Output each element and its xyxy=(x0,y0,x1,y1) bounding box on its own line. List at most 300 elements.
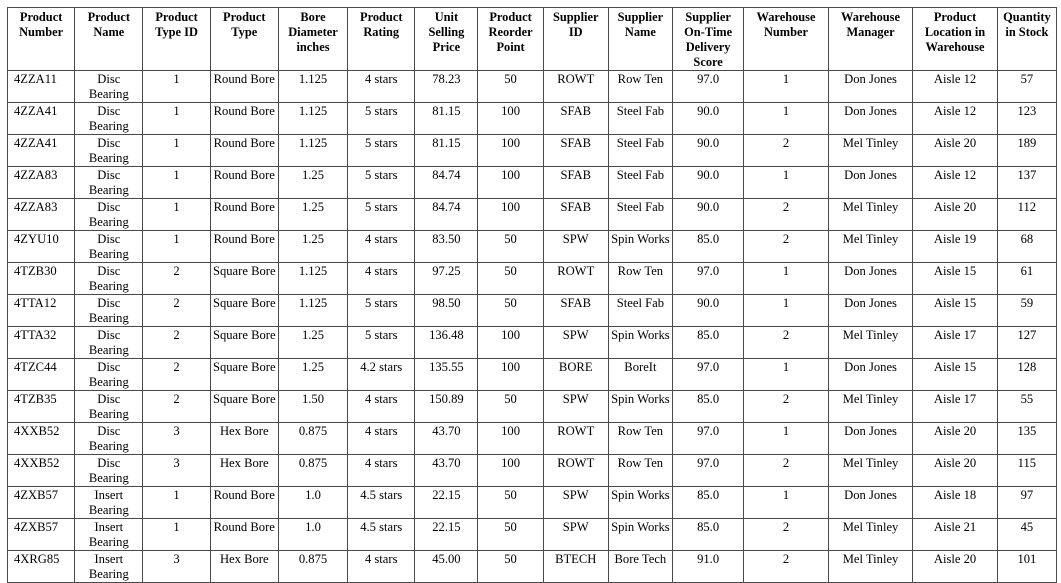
unit-selling-price-cell: 78.23 xyxy=(415,71,478,103)
unit-selling-price-cell: 22.15 xyxy=(415,487,478,519)
product-type-cell: Round Bore xyxy=(210,167,278,199)
header-label-line: Manager xyxy=(846,25,895,39)
header-label-line: Rating xyxy=(363,25,400,39)
unit-selling-price-cell: 97.25 xyxy=(415,263,478,295)
header-label-line: Bore xyxy=(300,10,326,24)
header-label-line: Diameter xyxy=(288,25,338,39)
product-reorder-point-cell: 50 xyxy=(478,519,543,551)
inventory-table xyxy=(7,7,1057,583)
product-reorder-point-cell: 100 xyxy=(478,199,543,231)
product-number-cell: 4XXB52 xyxy=(8,423,75,455)
warehouse-number-cell: 2 xyxy=(744,199,829,231)
product-name-cell: Insert Bearing xyxy=(75,487,143,519)
supplier-id-cell: SPW xyxy=(543,327,608,359)
product-reorder-point-cell: 50 xyxy=(478,391,543,423)
warehouse-number-cell: 1 xyxy=(744,423,829,455)
product-rating-cell: 4 stars xyxy=(348,263,415,295)
product-rating-cell: 4 stars xyxy=(348,455,415,487)
bore-diameter-cell: 1.50 xyxy=(278,391,347,423)
product-location-cell: Aisle 17 xyxy=(913,391,998,423)
product-location-cell: Aisle 12 xyxy=(913,71,998,103)
supplier-id-cell: BTECH xyxy=(543,551,608,583)
supplier-name-cell: Steel Fab xyxy=(608,167,672,199)
product-type-cell: Hex Bore xyxy=(210,551,278,583)
warehouse-manager-cell: Mel Tinley xyxy=(828,455,913,487)
supplier-name-cell: Row Ten xyxy=(608,423,672,455)
supplier-on-time-score-cell: 85.0 xyxy=(672,327,743,359)
bore-diameter-cell: 0.875 xyxy=(278,455,347,487)
product-type-id-cell: 2 xyxy=(143,391,210,423)
product-type-id-cell: 1 xyxy=(143,199,210,231)
product-location-cell: Aisle 20 xyxy=(913,199,998,231)
product-name-cell: Disc Bearing xyxy=(75,167,143,199)
supplier-name-cell: Row Ten xyxy=(608,263,672,295)
product-number-cell: 4ZZA41 xyxy=(8,135,75,167)
product-type-id-cell: 1 xyxy=(143,231,210,263)
warehouse-number-cell: 2 xyxy=(744,455,829,487)
product-type-cell: Square Bore xyxy=(210,295,278,327)
product-reorder-point-cell: 50 xyxy=(478,295,543,327)
table-row xyxy=(8,167,1057,199)
header-label-line: Warehouse xyxy=(756,10,816,24)
product-name-cell: Disc Bearing xyxy=(75,71,143,103)
product-type-id-cell: 1 xyxy=(143,487,210,519)
quantity-in-stock-header xyxy=(997,8,1056,71)
unit-selling-price-cell: 45.00 xyxy=(415,551,478,583)
product-type-id-cell: 3 xyxy=(143,551,210,583)
supplier-on-time-score-cell: 97.0 xyxy=(672,455,743,487)
supplier-on-time-score-cell: 97.0 xyxy=(672,71,743,103)
product-reorder-point-cell: 100 xyxy=(478,103,543,135)
product-type-id-cell: 2 xyxy=(143,263,210,295)
header-label-line: Location in xyxy=(924,25,986,39)
warehouse-number-cell: 2 xyxy=(744,231,829,263)
product-number-cell: 4ZZA83 xyxy=(8,199,75,231)
supplier-name-cell: Spin Works xyxy=(608,391,672,423)
supplier-name-cell: Steel Fab xyxy=(608,135,672,167)
bore-diameter-cell: 1.125 xyxy=(278,135,347,167)
supplier-on-time-score-cell: 85.0 xyxy=(672,391,743,423)
product-name-cell: Disc Bearing xyxy=(75,231,143,263)
product-type-cell: Round Bore xyxy=(210,487,278,519)
unit-selling-price-cell: 150.89 xyxy=(415,391,478,423)
product-rating-cell: 4.2 stars xyxy=(348,359,415,391)
warehouse-number-cell: 1 xyxy=(744,167,829,199)
product-reorder-point-cell: 50 xyxy=(478,487,543,519)
warehouse-manager-cell: Don Jones xyxy=(828,263,913,295)
warehouse-number-cell: 1 xyxy=(744,103,829,135)
product-reorder-point-cell: 100 xyxy=(478,327,543,359)
product-reorder-point-cell: 50 xyxy=(478,231,543,263)
product-name-cell: Disc Bearing xyxy=(75,455,143,487)
product-location-cell: Aisle 20 xyxy=(913,423,998,455)
bore-diameter-cell: 1.25 xyxy=(278,199,347,231)
bore-diameter-cell: 1.125 xyxy=(278,103,347,135)
supplier-name-cell: Spin Works xyxy=(608,519,672,551)
bore-diameter-header xyxy=(278,8,347,71)
product-name-cell: Insert Bearing xyxy=(75,551,143,583)
unit-selling-price-cell: 98.50 xyxy=(415,295,478,327)
table-row xyxy=(8,455,1057,487)
product-location-header xyxy=(913,8,998,71)
header-label-line: Type xyxy=(231,25,258,39)
quantity-in-stock-cell: 128 xyxy=(997,359,1056,391)
header-label-line: Supplier xyxy=(617,10,664,24)
quantity-in-stock-cell: 68 xyxy=(997,231,1056,263)
quantity-in-stock-cell: 137 xyxy=(997,167,1056,199)
product-name-header xyxy=(75,8,143,71)
supplier-id-cell: SFAB xyxy=(543,167,608,199)
quantity-in-stock-cell: 189 xyxy=(997,135,1056,167)
warehouse-manager-header xyxy=(828,8,913,71)
header-row xyxy=(8,8,1057,71)
supplier-name-cell: Steel Fab xyxy=(608,199,672,231)
product-type-cell: Square Bore xyxy=(210,359,278,391)
product-number-cell: 4ZXB57 xyxy=(8,519,75,551)
warehouse-manager-cell: Mel Tinley xyxy=(828,231,913,263)
product-type-id-header xyxy=(143,8,210,71)
quantity-in-stock-cell: 55 xyxy=(997,391,1056,423)
header-label-line: inches xyxy=(296,40,330,54)
bore-diameter-cell: 1.0 xyxy=(278,519,347,551)
quantity-in-stock-cell: 112 xyxy=(997,199,1056,231)
quantity-in-stock-cell: 59 xyxy=(997,295,1056,327)
product-rating-cell: 5 stars xyxy=(348,295,415,327)
product-type-cell: Square Bore xyxy=(210,391,278,423)
product-type-cell: Hex Bore xyxy=(210,423,278,455)
product-type-cell: Square Bore xyxy=(210,263,278,295)
supplier-id-cell: SPW xyxy=(543,487,608,519)
product-reorder-point-cell: 100 xyxy=(478,135,543,167)
warehouse-number-cell: 1 xyxy=(744,295,829,327)
supplier-name-cell: Row Ten xyxy=(608,455,672,487)
bore-diameter-cell: 1.0 xyxy=(278,487,347,519)
product-number-cell: 4XRG85 xyxy=(8,551,75,583)
product-name-cell: Disc Bearing xyxy=(75,103,143,135)
product-rating-cell: 4 stars xyxy=(348,391,415,423)
table-row xyxy=(8,103,1057,135)
warehouse-manager-cell: Mel Tinley xyxy=(828,551,913,583)
supplier-on-time-score-cell: 97.0 xyxy=(672,423,743,455)
table-row xyxy=(8,327,1057,359)
supplier-name-cell: Row Ten xyxy=(608,71,672,103)
product-number-cell: 4TZB30 xyxy=(8,263,75,295)
bore-diameter-cell: 1.25 xyxy=(278,167,347,199)
header-label-line: Number xyxy=(19,25,64,39)
product-number-cell: 4TTA12 xyxy=(8,295,75,327)
table-row xyxy=(8,231,1057,263)
product-type-cell: Round Bore xyxy=(210,135,278,167)
table-row xyxy=(8,263,1057,295)
quantity-in-stock-cell: 101 xyxy=(997,551,1056,583)
product-reorder-point-cell: 50 xyxy=(478,71,543,103)
supplier-id-cell: SFAB xyxy=(543,135,608,167)
product-location-cell: Aisle 15 xyxy=(913,359,998,391)
header-label-line: ID xyxy=(568,25,583,39)
product-reorder-point-header xyxy=(478,8,543,71)
supplier-on-time-score-cell: 90.0 xyxy=(672,103,743,135)
product-number-header xyxy=(8,8,75,71)
product-location-cell: Aisle 19 xyxy=(913,231,998,263)
supplier-on-time-delivery-score-header xyxy=(672,8,743,71)
supplier-id-cell: ROWT xyxy=(543,423,608,455)
bore-diameter-cell: 1.25 xyxy=(278,231,347,263)
quantity-in-stock-cell: 115 xyxy=(997,455,1056,487)
supplier-id-cell: SFAB xyxy=(543,295,608,327)
product-reorder-point-cell: 100 xyxy=(478,455,543,487)
product-location-cell: Aisle 15 xyxy=(913,295,998,327)
warehouse-number-cell: 1 xyxy=(744,487,829,519)
warehouse-manager-cell: Don Jones xyxy=(828,167,913,199)
bore-diameter-cell: 1.125 xyxy=(278,263,347,295)
supplier-on-time-score-cell: 85.0 xyxy=(672,487,743,519)
warehouse-number-cell: 2 xyxy=(744,135,829,167)
header-label-line: Name xyxy=(624,25,656,39)
warehouse-number-cell: 2 xyxy=(744,391,829,423)
product-name-cell: Disc Bearing xyxy=(75,327,143,359)
table-row xyxy=(8,487,1057,519)
supplier-id-cell: ROWT xyxy=(543,263,608,295)
quantity-in-stock-cell: 135 xyxy=(997,423,1056,455)
product-type-id-cell: 3 xyxy=(143,423,210,455)
table-row xyxy=(8,135,1057,167)
header-label-line: Selling xyxy=(428,25,465,39)
product-location-cell: Aisle 20 xyxy=(913,135,998,167)
product-type-cell: Round Bore xyxy=(210,199,278,231)
unit-selling-price-header xyxy=(415,8,478,71)
product-rating-cell: 5 stars xyxy=(348,103,415,135)
table-body xyxy=(8,71,1057,583)
bore-diameter-cell: 1.125 xyxy=(278,295,347,327)
product-reorder-point-cell: 50 xyxy=(478,263,543,295)
product-name-cell: Disc Bearing xyxy=(75,135,143,167)
header-label-line: Number xyxy=(763,25,809,39)
supplier-id-cell: SPW xyxy=(543,231,608,263)
header-label-line: Product xyxy=(933,10,977,24)
warehouse-manager-cell: Mel Tinley xyxy=(828,519,913,551)
product-rating-cell: 5 stars xyxy=(348,199,415,231)
warehouse-manager-cell: Don Jones xyxy=(828,103,913,135)
supplier-on-time-score-cell: 85.0 xyxy=(672,519,743,551)
product-location-cell: Aisle 12 xyxy=(913,103,998,135)
table-header xyxy=(8,8,1057,71)
supplier-id-cell: SFAB xyxy=(543,199,608,231)
unit-selling-price-cell: 43.70 xyxy=(415,455,478,487)
unit-selling-price-cell: 43.70 xyxy=(415,423,478,455)
header-label-line: Name xyxy=(93,25,125,39)
supplier-id-cell: SPW xyxy=(543,391,608,423)
quantity-in-stock-cell: 97 xyxy=(997,487,1056,519)
bore-diameter-cell: 1.125 xyxy=(278,71,347,103)
unit-selling-price-cell: 136.48 xyxy=(415,327,478,359)
product-rating-cell: 4.5 stars xyxy=(348,487,415,519)
supplier-id-cell: BORE xyxy=(543,359,608,391)
product-location-cell: Aisle 15 xyxy=(913,263,998,295)
product-type-id-cell: 3 xyxy=(143,455,210,487)
product-location-cell: Aisle 17 xyxy=(913,327,998,359)
product-rating-cell: 4 stars xyxy=(348,423,415,455)
table-row xyxy=(8,551,1057,583)
product-name-cell: Disc Bearing xyxy=(75,295,143,327)
table-row xyxy=(8,71,1057,103)
product-name-cell: Disc Bearing xyxy=(75,423,143,455)
product-number-cell: 4TZC44 xyxy=(8,359,75,391)
supplier-name-cell: Spin Works xyxy=(608,487,672,519)
supplier-name-cell: Steel Fab xyxy=(608,295,672,327)
product-number-cell: 4ZYU10 xyxy=(8,231,75,263)
header-label-line: Type ID xyxy=(155,25,198,39)
product-rating-cell: 4 stars xyxy=(348,71,415,103)
supplier-name-cell: Steel Fab xyxy=(608,103,672,135)
header-label-line: Delivery xyxy=(685,40,731,54)
table-row xyxy=(8,391,1057,423)
bore-diameter-cell: 0.875 xyxy=(278,423,347,455)
header-label-line: Score xyxy=(693,55,723,69)
quantity-in-stock-cell: 45 xyxy=(997,519,1056,551)
warehouse-number-cell: 1 xyxy=(744,359,829,391)
product-type-id-cell: 2 xyxy=(143,295,210,327)
warehouse-manager-cell: Mel Tinley xyxy=(828,135,913,167)
warehouse-manager-cell: Don Jones xyxy=(828,487,913,519)
product-number-cell: 4ZZA11 xyxy=(8,71,75,103)
header-label-line: Point xyxy=(496,40,525,54)
header-label-line: Product xyxy=(489,10,532,24)
warehouse-manager-cell: Mel Tinley xyxy=(828,327,913,359)
table-row xyxy=(8,295,1057,327)
header-label-line: Warehouse xyxy=(841,10,901,24)
warehouse-manager-cell: Don Jones xyxy=(828,423,913,455)
product-name-cell: Disc Bearing xyxy=(75,263,143,295)
product-number-cell: 4TZB35 xyxy=(8,391,75,423)
unit-selling-price-cell: 84.74 xyxy=(415,199,478,231)
supplier-on-time-score-cell: 90.0 xyxy=(672,199,743,231)
product-number-cell: 4ZXB57 xyxy=(8,487,75,519)
product-reorder-point-cell: 100 xyxy=(478,167,543,199)
supplier-id-cell: SFAB xyxy=(543,103,608,135)
supplier-name-cell: Bore Tech xyxy=(608,551,672,583)
product-rating-cell: 5 stars xyxy=(348,327,415,359)
product-type-cell: Square Bore xyxy=(210,327,278,359)
warehouse-number-cell: 1 xyxy=(744,71,829,103)
quantity-in-stock-cell: 61 xyxy=(997,263,1056,295)
unit-selling-price-cell: 83.50 xyxy=(415,231,478,263)
product-name-cell: Disc Bearing xyxy=(75,199,143,231)
product-type-cell: Round Bore xyxy=(210,519,278,551)
product-location-cell: Aisle 20 xyxy=(913,455,998,487)
supplier-name-header xyxy=(608,8,672,71)
header-label-line: Product xyxy=(155,10,198,24)
product-rating-header xyxy=(348,8,415,71)
supplier-on-time-score-cell: 85.0 xyxy=(672,231,743,263)
quantity-in-stock-cell: 123 xyxy=(997,103,1056,135)
warehouse-manager-cell: Don Jones xyxy=(828,295,913,327)
unit-selling-price-cell: 81.15 xyxy=(415,103,478,135)
product-rating-cell: 4 stars xyxy=(348,551,415,583)
warehouse-manager-cell: Mel Tinley xyxy=(828,391,913,423)
product-type-id-cell: 2 xyxy=(143,327,210,359)
product-number-cell: 4XXB52 xyxy=(8,455,75,487)
table-row xyxy=(8,199,1057,231)
product-type-cell: Round Bore xyxy=(210,71,278,103)
quantity-in-stock-cell: 127 xyxy=(997,327,1056,359)
product-number-cell: 4ZZA83 xyxy=(8,167,75,199)
header-label-line: Product xyxy=(87,10,131,24)
product-type-id-cell: 1 xyxy=(143,519,210,551)
header-label-line: Supplier xyxy=(553,10,599,24)
product-type-id-cell: 2 xyxy=(143,359,210,391)
product-name-cell: Disc Bearing xyxy=(75,359,143,391)
quantity-in-stock-cell: 57 xyxy=(997,71,1056,103)
supplier-id-cell: ROWT xyxy=(543,71,608,103)
warehouse-manager-cell: Don Jones xyxy=(828,71,913,103)
table-row xyxy=(8,423,1057,455)
header-label-line: Product xyxy=(19,10,63,24)
supplier-id-cell: SPW xyxy=(543,519,608,551)
product-location-cell: Aisle 12 xyxy=(913,167,998,199)
product-type-cell: Round Bore xyxy=(210,231,278,263)
header-label-line: Supplier xyxy=(685,10,731,24)
bore-diameter-cell: 1.25 xyxy=(278,359,347,391)
header-label-line: Price xyxy=(432,40,461,54)
supplier-name-cell: Spin Works xyxy=(608,327,672,359)
product-type-cell: Hex Bore xyxy=(210,455,278,487)
header-label-line: Reorder xyxy=(488,25,533,39)
product-reorder-point-cell: 100 xyxy=(478,359,543,391)
supplier-name-cell: Spin Works xyxy=(608,231,672,263)
supplier-id-cell: ROWT xyxy=(543,455,608,487)
unit-selling-price-cell: 84.74 xyxy=(415,167,478,199)
bore-diameter-cell: 0.875 xyxy=(278,551,347,583)
product-rating-cell: 5 stars xyxy=(348,135,415,167)
product-location-cell: Aisle 21 xyxy=(913,519,998,551)
table-row xyxy=(8,359,1057,391)
product-reorder-point-cell: 100 xyxy=(478,423,543,455)
unit-selling-price-cell: 22.15 xyxy=(415,519,478,551)
product-type-header xyxy=(210,8,278,71)
product-type-id-cell: 1 xyxy=(143,135,210,167)
product-type-id-cell: 1 xyxy=(143,167,210,199)
supplier-on-time-score-cell: 90.0 xyxy=(672,135,743,167)
supplier-on-time-score-cell: 97.0 xyxy=(672,263,743,295)
supplier-name-cell: BoreIt xyxy=(608,359,672,391)
supplier-on-time-score-cell: 90.0 xyxy=(672,295,743,327)
bore-diameter-cell: 1.25 xyxy=(278,327,347,359)
warehouse-manager-cell: Don Jones xyxy=(828,359,913,391)
warehouse-manager-cell: Mel Tinley xyxy=(828,199,913,231)
unit-selling-price-cell: 81.15 xyxy=(415,135,478,167)
supplier-on-time-score-cell: 97.0 xyxy=(672,359,743,391)
header-label-line: in Stock xyxy=(1005,25,1049,39)
product-location-cell: Aisle 20 xyxy=(913,551,998,583)
product-rating-cell: 4.5 stars xyxy=(348,519,415,551)
warehouse-number-cell: 2 xyxy=(744,519,829,551)
product-location-cell: Aisle 18 xyxy=(913,487,998,519)
header-label-line: Product xyxy=(223,10,266,24)
product-name-cell: Insert Bearing xyxy=(75,519,143,551)
header-label-line: Warehouse xyxy=(925,40,985,54)
product-type-cell: Round Bore xyxy=(210,103,278,135)
product-number-cell: 4TTA32 xyxy=(8,327,75,359)
product-reorder-point-cell: 50 xyxy=(478,551,543,583)
header-label-line: Unit xyxy=(434,10,459,24)
warehouse-number-cell: 2 xyxy=(744,551,829,583)
warehouse-number-cell: 2 xyxy=(744,327,829,359)
warehouse-number-header xyxy=(744,8,829,71)
product-rating-cell: 4 stars xyxy=(348,231,415,263)
table-row xyxy=(8,519,1057,551)
product-number-cell: 4ZZA41 xyxy=(8,103,75,135)
supplier-id-header xyxy=(543,8,608,71)
